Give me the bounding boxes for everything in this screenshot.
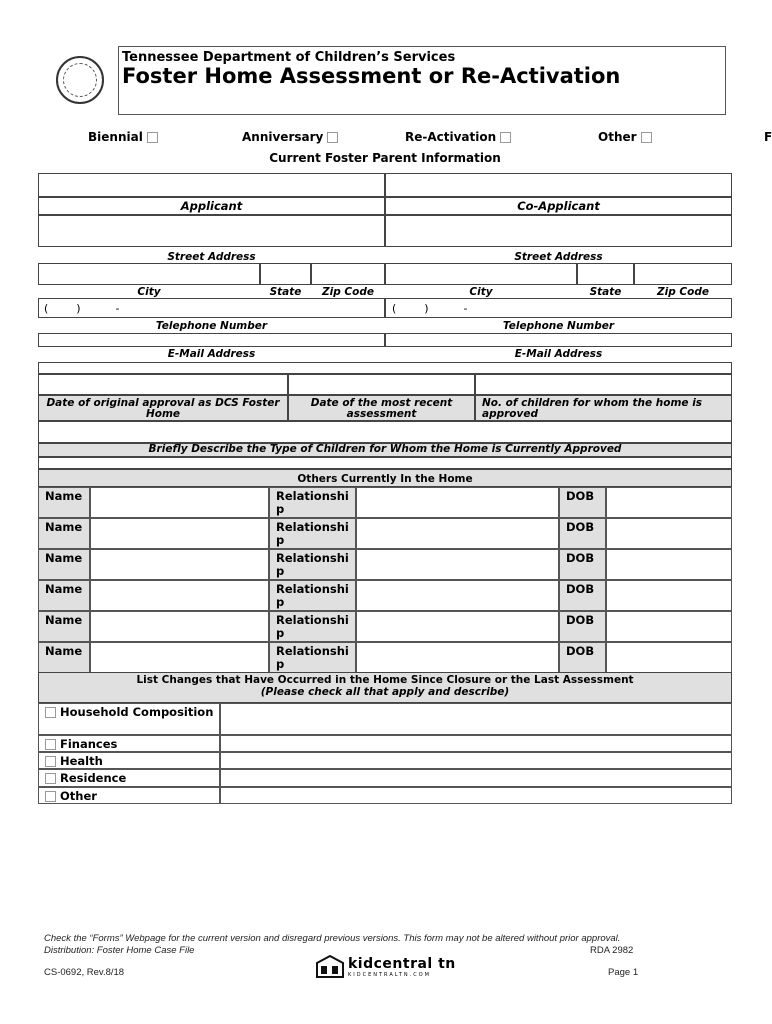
footer-note: Check the “Forms” Webpage for the current version and disregard previous versions. This form may not be altered without prior approval.: [44, 933, 621, 944]
co-applicant-email-label: E-Mail Address: [514, 348, 603, 360]
logo-subtext: KIDCENTRALTN.COM: [348, 972, 431, 978]
change-checkbox[interactable]: [45, 739, 56, 750]
relationship-field[interactable]: [356, 642, 559, 673]
recent-assessment-field[interactable]: [288, 374, 475, 395]
change-checkbox[interactable]: [45, 707, 56, 718]
form-title: Foster Home Assessment or Re-Activation: [122, 64, 621, 88]
applicant-street-label: Street Address: [167, 251, 256, 263]
spacer-row: [38, 362, 732, 374]
section-title: Current Foster Parent Information: [269, 151, 501, 165]
applicant-email-field[interactable]: [38, 333, 385, 347]
describe-label: Briefly Describe the Type of Children for Whom the Home is Currently Approved: [148, 443, 622, 455]
relationship-label: Relationshi p: [269, 549, 356, 580]
option-label: Other: [598, 130, 637, 144]
children-approved-label: No. of children for whom the home is approved: [482, 397, 703, 420]
dob-label: DOB: [559, 549, 606, 580]
reactivation-checkbox[interactable]: [500, 132, 511, 143]
name-field[interactable]: [90, 487, 269, 518]
relationship-field[interactable]: [356, 580, 559, 611]
state-seal-icon: [56, 56, 104, 104]
kidcentral-icon: [316, 955, 344, 979]
relationship-field[interactable]: [356, 549, 559, 580]
co-applicant-state-field[interactable]: [577, 263, 634, 285]
dob-field[interactable]: [606, 642, 732, 673]
option-cutoff: [764, 130, 772, 144]
children-approved-field[interactable]: [475, 374, 732, 395]
relationship-label: Relationshi p: [269, 642, 356, 673]
co-applicant-email-field[interactable]: [385, 333, 732, 347]
name-label: Name: [38, 518, 90, 549]
option-label: Biennial: [88, 130, 143, 144]
change-description-field[interactable]: [220, 752, 732, 769]
applicant-zip-label: Zip Code: [322, 286, 374, 298]
name-field[interactable]: [90, 611, 269, 642]
change-label: Other: [60, 789, 97, 803]
change-item-1[interactable]: [38, 735, 220, 752]
applicant-zip-field[interactable]: [311, 263, 385, 285]
change-description-field[interactable]: [220, 703, 732, 735]
spacer-row: [38, 457, 732, 469]
kidcentral-logo: [316, 955, 456, 979]
relationship-label: Relationshi p: [269, 580, 356, 611]
applicant-state-field[interactable]: [260, 263, 311, 285]
change-item-0[interactable]: [38, 703, 220, 735]
dob-field[interactable]: [606, 518, 732, 549]
co-applicant-zip-label: Zip Code: [657, 286, 709, 298]
name-label: Name: [38, 611, 90, 642]
footer-distribution: Distribution: Foster Home Case File: [44, 945, 195, 956]
footer-rda: RDA 2982: [590, 945, 634, 956]
name-label: Name: [38, 487, 90, 518]
dob-field[interactable]: [606, 580, 732, 611]
name-label: Name: [38, 580, 90, 611]
applicant-email-label: E-Mail Address: [167, 348, 256, 360]
dob-field[interactable]: [606, 549, 732, 580]
change-label: Residence: [60, 771, 127, 785]
co-applicant-phone-label: Telephone Number: [502, 320, 615, 332]
dob-label: DOB: [559, 580, 606, 611]
co-applicant-city-label: City: [469, 286, 493, 298]
change-checkbox[interactable]: [45, 791, 56, 802]
option-biennial[interactable]: [88, 130, 158, 144]
change-description-field[interactable]: [220, 769, 732, 787]
changes-heading: List Changes that Have Occurred in the Home Since Closure or the Last Assessment: [136, 674, 634, 686]
changes-subheading: (Please check all that apply and describe): [260, 686, 510, 698]
applicant-phone-value: ( ) -: [44, 302, 120, 315]
parent-info-grid: [38, 173, 732, 362]
option-reactivation[interactable]: [405, 130, 511, 144]
co-applicant-street-field[interactable]: [385, 215, 732, 247]
name-label: Name: [38, 549, 90, 580]
name-field[interactable]: [90, 518, 269, 549]
biennial-checkbox[interactable]: [147, 132, 158, 143]
dob-label: DOB: [559, 518, 606, 549]
relationship-label: Relationshi p: [269, 611, 356, 642]
co-applicant-city-field[interactable]: [385, 263, 577, 285]
change-checkbox[interactable]: [45, 756, 56, 767]
children-description-field[interactable]: [38, 421, 732, 443]
change-label: Health: [60, 754, 103, 768]
other-checkbox[interactable]: [641, 132, 652, 143]
name-field[interactable]: [90, 642, 269, 673]
change-label: Finances: [60, 737, 118, 751]
change-item-4[interactable]: [38, 787, 220, 804]
co-applicant-zip-field[interactable]: [634, 263, 732, 285]
change-description-field[interactable]: [220, 735, 732, 752]
option-anniversary[interactable]: [242, 130, 338, 144]
dob-label: DOB: [559, 487, 606, 518]
relationship-field[interactable]: [356, 611, 559, 642]
applicant-street-field[interactable]: [38, 215, 385, 247]
approval-grid: [38, 362, 732, 460]
relationship-label: Relationshi p: [269, 518, 356, 549]
agency-name: Tennessee Department of Children’s Services: [122, 50, 456, 65]
change-item-2[interactable]: [38, 752, 220, 769]
relationship-label: Relationshi p: [269, 487, 356, 518]
dob-field[interactable]: [606, 611, 732, 642]
dob-field[interactable]: [606, 487, 732, 518]
option-label: Re-Activation: [405, 130, 497, 144]
applicant-city-label: City: [137, 286, 161, 298]
change-label: Household Composition: [60, 705, 214, 719]
applicant-heading: Applicant: [180, 199, 243, 213]
applicant-phone-label: Telephone Number: [155, 320, 268, 332]
changes-grid: [38, 672, 732, 805]
name-label: Name: [38, 642, 90, 673]
name-field[interactable]: [90, 580, 269, 611]
relationship-field[interactable]: [356, 518, 559, 549]
applicant-name-field[interactable]: [38, 173, 385, 197]
co-applicant-name-field[interactable]: [385, 173, 732, 197]
option-label: Anniversary: [242, 130, 324, 144]
others-heading: Others Currently In the Home: [297, 473, 473, 485]
change-item-3[interactable]: [38, 769, 220, 787]
dob-label: DOB: [559, 642, 606, 673]
anniversary-checkbox[interactable]: [327, 132, 338, 143]
co-applicant-heading: Co-Applicant: [517, 199, 600, 213]
others-grid: [38, 457, 732, 671]
logo-text: kidcentral tn: [348, 956, 456, 972]
name-field[interactable]: [90, 549, 269, 580]
footer-form-id: CS-0692, Rev.8/18: [44, 967, 125, 978]
recent-assessment-label: Date of the most recent assessment: [310, 397, 453, 420]
option-other[interactable]: [598, 130, 652, 144]
original-approval-field[interactable]: [38, 374, 288, 395]
dob-label: DOB: [559, 611, 606, 642]
change-description-field[interactable]: [220, 787, 732, 804]
co-applicant-phone-value: ( ) -: [392, 302, 468, 315]
co-applicant-street-label: Street Address: [514, 251, 603, 263]
footer-page: Page 1: [608, 967, 639, 978]
applicant-state-label: State: [269, 286, 302, 298]
co-applicant-state-label: State: [589, 286, 622, 298]
option-label: F: [764, 130, 772, 144]
original-approval-label: Date of original approval as DCS Foster Home: [46, 397, 280, 420]
change-checkbox[interactable]: [45, 773, 56, 784]
applicant-city-field[interactable]: [38, 263, 260, 285]
relationship-field[interactable]: [356, 487, 559, 518]
